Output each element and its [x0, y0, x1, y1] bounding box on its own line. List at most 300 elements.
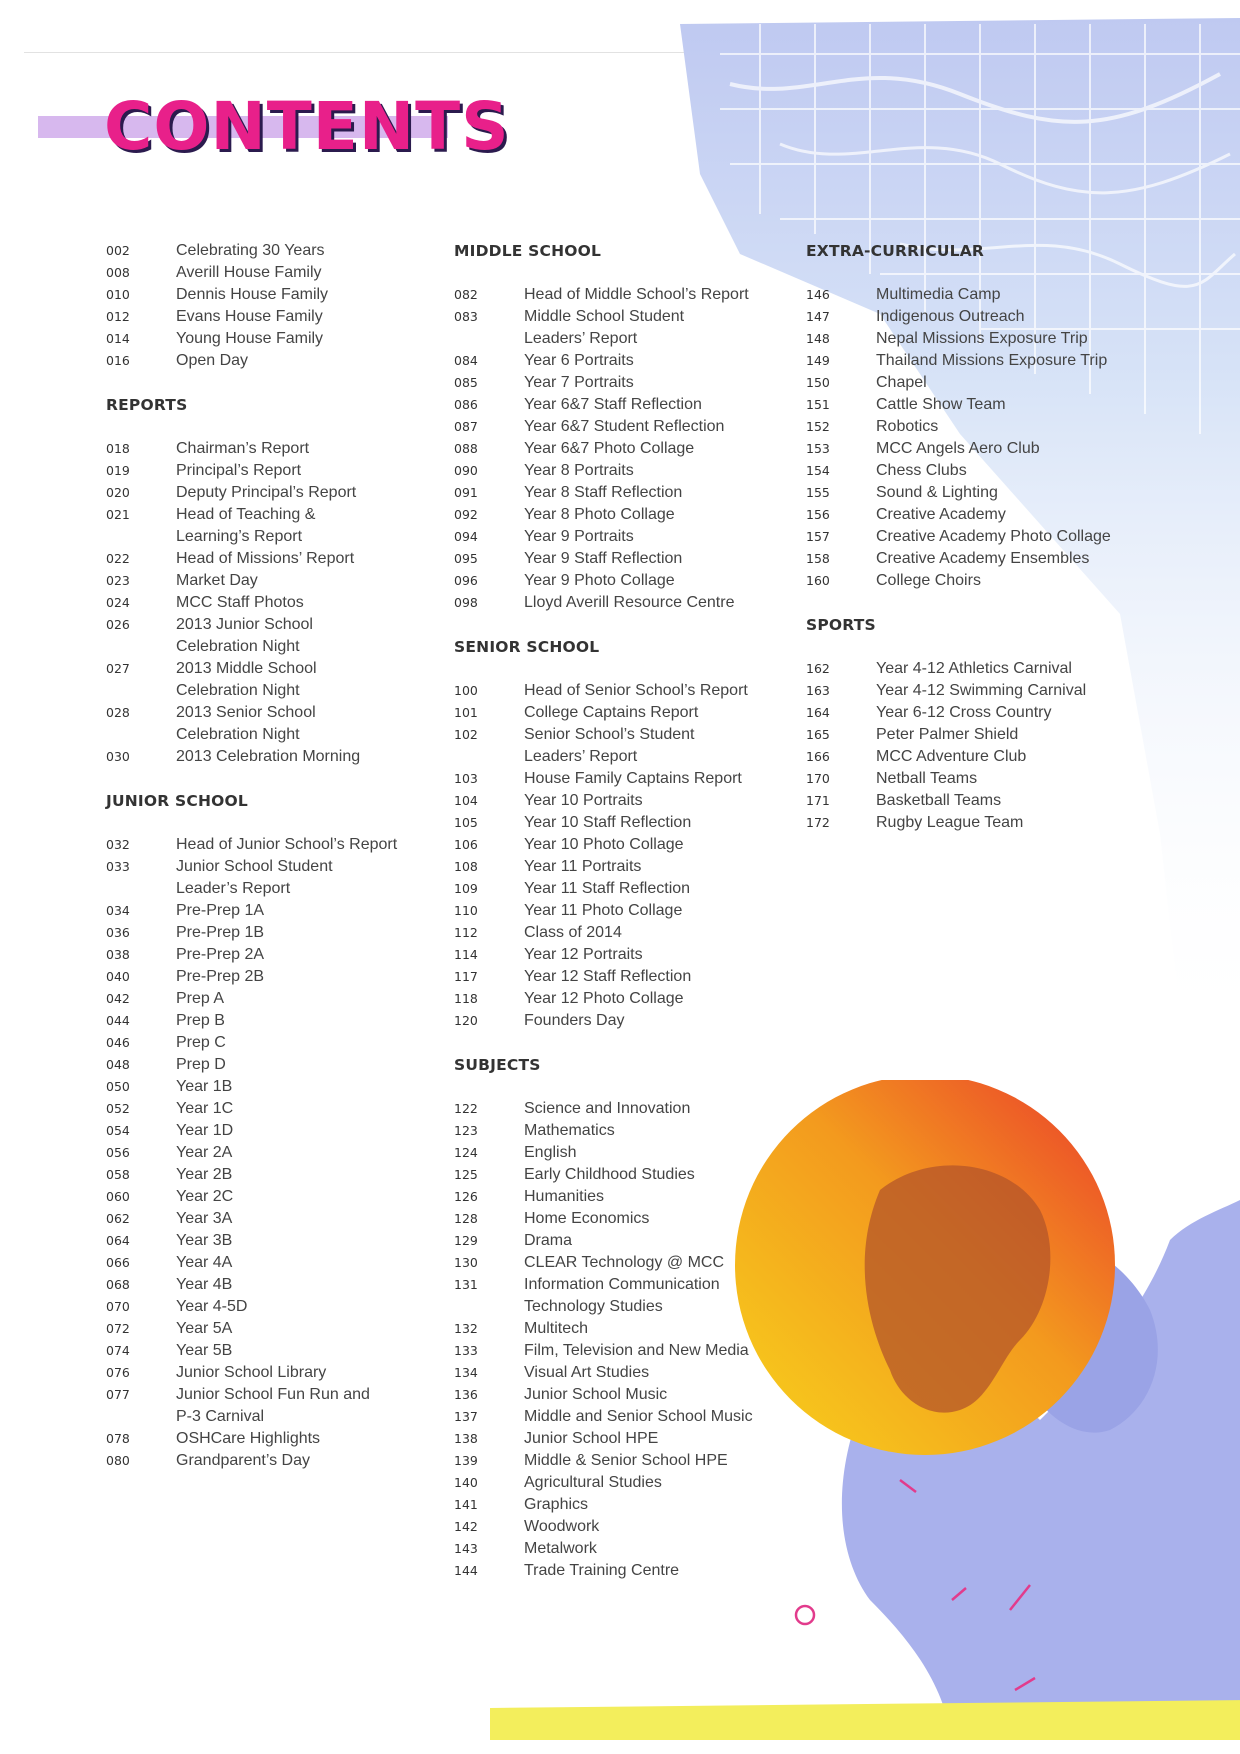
- toc-entry[interactable]: [106, 1208, 438, 1230]
- toc-entry[interactable]: [106, 1076, 438, 1098]
- toc-entry[interactable]: [454, 724, 786, 768]
- page-number: 033: [106, 859, 130, 874]
- page-number: 096: [454, 573, 478, 588]
- toc-entry[interactable]: [106, 328, 438, 350]
- page-number: 068: [106, 1277, 130, 1292]
- toc-entry[interactable]: [106, 1142, 438, 1164]
- title-line: Celebration Night: [176, 682, 300, 699]
- entry-title: Young House Family: [176, 330, 324, 347]
- toc-entry[interactable]: [454, 702, 786, 724]
- entry-title: [176, 504, 438, 548]
- entry-title: Visual Art Studies: [524, 1364, 650, 1381]
- entry-title: Head of Junior School’s Report: [176, 836, 398, 853]
- title-line: Middle School Student: [524, 308, 685, 325]
- toc-entry[interactable]: [106, 570, 438, 592]
- entry-title: Science and Innovation: [524, 1100, 691, 1117]
- toc-entry[interactable]: [106, 1274, 438, 1296]
- section-subjects: [454, 1054, 786, 1582]
- toc-entry[interactable]: [806, 284, 1138, 306]
- page-number: 152: [806, 419, 830, 434]
- page-number: 103: [454, 771, 478, 786]
- entry-title: [524, 1274, 786, 1318]
- page-number: 144: [454, 1563, 478, 1578]
- toc-entry[interactable]: [454, 416, 786, 438]
- entry-title: Chess Clubs: [876, 462, 967, 479]
- toc-entry[interactable]: [106, 1428, 438, 1450]
- entry-title: Year 2A: [176, 1144, 233, 1161]
- entry-title: Junior School HPE: [524, 1430, 659, 1447]
- entry-title: Year 4-12 Swimming Carnival: [876, 682, 1087, 699]
- page-number: 094: [454, 529, 478, 544]
- toc-entry[interactable]: [106, 350, 438, 372]
- page-number: 080: [106, 1453, 130, 1468]
- entry-title: Year 10 Portraits: [524, 792, 643, 809]
- toc-entry[interactable]: [806, 460, 1138, 482]
- toc-entry[interactable]: [106, 988, 438, 1010]
- page-number: 083: [454, 309, 478, 324]
- toc-entry[interactable]: [806, 548, 1138, 570]
- page-number: 122: [454, 1101, 478, 1116]
- toc-entry[interactable]: [106, 592, 438, 614]
- toc-entry[interactable]: [454, 680, 786, 702]
- entry-title: Indigenous Outreach: [876, 308, 1025, 325]
- page-number: 046: [106, 1035, 130, 1050]
- toc-entry[interactable]: [454, 1274, 786, 1318]
- page-number: 082: [454, 287, 478, 302]
- toc-entry[interactable]: [806, 724, 1138, 746]
- title-line: Learning’s Report: [176, 528, 303, 545]
- toc-entry[interactable]: [806, 526, 1138, 548]
- entry-title: Year 6 Portraits: [524, 352, 634, 369]
- toc-entry[interactable]: [106, 1362, 438, 1384]
- page-number: 172: [806, 815, 830, 830]
- toc-entry[interactable]: [454, 482, 786, 504]
- page-number: 072: [106, 1321, 130, 1336]
- toc-entry[interactable]: [454, 1010, 786, 1032]
- toc-entry[interactable]: [806, 790, 1138, 812]
- entry-title: Deputy Principal’s Report: [176, 484, 357, 501]
- page-number: 077: [106, 1387, 130, 1402]
- entry-title: [176, 856, 438, 900]
- toc-entry[interactable]: [454, 1208, 786, 1230]
- entry-title: Year 1D: [176, 1122, 234, 1139]
- toc-entry[interactable]: [454, 1340, 786, 1362]
- entry-title: Pre-Prep 2B: [176, 968, 265, 985]
- toc-entry[interactable]: [806, 570, 1138, 592]
- page-number: 016: [106, 353, 130, 368]
- page-number: 042: [106, 991, 130, 1006]
- page-number: 078: [106, 1431, 130, 1446]
- toc-entry[interactable]: [454, 856, 786, 878]
- entry-title: Basketball Teams: [876, 792, 1002, 809]
- entry-title: Graphics: [524, 1496, 589, 1513]
- toc-entry[interactable]: [454, 1472, 786, 1494]
- toc-entry[interactable]: [806, 702, 1138, 724]
- page-number: 020: [106, 485, 130, 500]
- toc-entry[interactable]: [454, 1538, 786, 1560]
- page-number: 060: [106, 1189, 130, 1204]
- toc-entry[interactable]: [106, 1296, 438, 1318]
- toc-entry[interactable]: [454, 438, 786, 460]
- toc-entry[interactable]: [106, 504, 438, 548]
- toc-entry[interactable]: [106, 658, 438, 702]
- page-number: 138: [454, 1431, 478, 1446]
- toc-entry[interactable]: [106, 856, 438, 900]
- page-number: 163: [806, 683, 830, 698]
- entry-title: Dennis House Family: [176, 286, 329, 303]
- toc-entry[interactable]: [806, 680, 1138, 702]
- toc-entry[interactable]: [454, 1230, 786, 1252]
- toc-entry[interactable]: [106, 1164, 438, 1186]
- entry-title: Humanities: [524, 1188, 605, 1205]
- entry-title: MCC Staff Photos: [176, 594, 304, 611]
- entry-title: Home Economics: [524, 1210, 650, 1227]
- toc-entry[interactable]: [106, 438, 438, 460]
- entry-title: Head of Middle School’s Report: [524, 286, 749, 303]
- toc-entry[interactable]: [454, 944, 786, 966]
- entry-title: Year 6-12 Cross Country: [876, 704, 1052, 721]
- entry-title: Year 5A: [176, 1320, 233, 1337]
- entry-title: MCC Adventure Club: [876, 748, 1027, 765]
- contents-column-1: [106, 240, 438, 1472]
- entry-title: Film, Television and New Media: [524, 1342, 749, 1359]
- entry-title: Nepal Missions Exposure Trip: [876, 330, 1088, 347]
- entry-title: Evans House Family: [176, 308, 323, 325]
- page-number: 023: [106, 573, 130, 588]
- page-number: 142: [454, 1519, 478, 1534]
- section-heading: REPORTS: [106, 396, 188, 414]
- page-number: 088: [454, 441, 478, 456]
- toc-entry[interactable]: [454, 790, 786, 812]
- toc-entry[interactable]: [106, 1032, 438, 1054]
- entry-title: House Family Captains Report: [524, 770, 742, 787]
- page-number: 012: [106, 309, 130, 324]
- toc-entry[interactable]: [454, 1516, 786, 1538]
- title-line: Head of Teaching &: [176, 506, 316, 523]
- entry-title: Year 2B: [176, 1166, 233, 1183]
- toc-entry[interactable]: [106, 1010, 438, 1032]
- page-number: 054: [106, 1123, 130, 1138]
- title-line: Leaders’ Report: [524, 330, 638, 347]
- page-number: 021: [106, 507, 130, 522]
- section-heading: SUBJECTS: [454, 1056, 541, 1074]
- page-number: 170: [806, 771, 830, 786]
- toc-entry[interactable]: [106, 966, 438, 988]
- entry-title: Year 5B: [176, 1342, 233, 1359]
- toc-entry[interactable]: [106, 1384, 438, 1428]
- entry-title: Grandparent’s Day: [176, 1452, 310, 1469]
- page-title: CONTENTS: [104, 88, 510, 165]
- toc-entry[interactable]: [454, 834, 786, 856]
- page-number: 026: [106, 617, 130, 632]
- toc-entry[interactable]: [806, 482, 1138, 504]
- toc-entry[interactable]: [106, 614, 438, 658]
- page-number: 141: [454, 1497, 478, 1512]
- page-number: 171: [806, 793, 830, 808]
- title-line: Technology Studies: [524, 1298, 663, 1315]
- entry-title: Head of Senior School’s Report: [524, 682, 748, 699]
- entry-title: Year 6&7 Staff Reflection: [524, 396, 702, 413]
- page-number: 125: [454, 1167, 478, 1182]
- contents-column-3: [806, 240, 1138, 834]
- toc-entry[interactable]: [454, 1120, 786, 1142]
- toc-entry[interactable]: [454, 570, 786, 592]
- toc-entry[interactable]: [454, 306, 786, 350]
- toc-entry[interactable]: [106, 1340, 438, 1362]
- page-number: 024: [106, 595, 130, 610]
- toc-entry[interactable]: [454, 1252, 786, 1274]
- entry-title: Year 11 Photo Collage: [524, 902, 683, 919]
- toc-entry[interactable]: [106, 548, 438, 570]
- toc-entry[interactable]: [806, 768, 1138, 790]
- toc-entry[interactable]: [106, 284, 438, 306]
- entry-title: Multimedia Camp: [876, 286, 1001, 303]
- entry-title: Year 9 Staff Reflection: [524, 550, 683, 567]
- toc-entry[interactable]: [106, 1318, 438, 1340]
- page-number: 090: [454, 463, 478, 478]
- toc-entry[interactable]: [454, 1362, 786, 1384]
- toc-entry[interactable]: [106, 1252, 438, 1274]
- entry-title: Year 4B: [176, 1276, 233, 1293]
- page-number: 038: [106, 947, 130, 962]
- toc-entry[interactable]: [106, 922, 438, 944]
- entry-title: Year 12 Staff Reflection: [524, 968, 692, 985]
- toc-entry[interactable]: [454, 1142, 786, 1164]
- entry-title: Year 4-12 Athletics Carnival: [876, 660, 1072, 677]
- entry-title: Prep A: [176, 990, 225, 1007]
- title-line: Senior School’s Student: [524, 726, 695, 743]
- toc-entry[interactable]: [106, 944, 438, 966]
- entry-title: 2013 Celebration Morning: [176, 748, 361, 765]
- entry-title: Year 7 Portraits: [524, 374, 634, 391]
- section-reports: [106, 394, 438, 768]
- entry-title: Head of Missions’ Report: [176, 550, 355, 567]
- toc-entry[interactable]: [806, 328, 1138, 350]
- entry-title: Rugby League Team: [876, 814, 1024, 831]
- page-number: 117: [454, 969, 478, 984]
- page-number: 066: [106, 1255, 130, 1270]
- entry-title: Agricultural Studies: [524, 1474, 662, 1491]
- toc-entry[interactable]: [106, 746, 438, 768]
- toc-entry[interactable]: [806, 350, 1138, 372]
- page-number: 153: [806, 441, 830, 456]
- page-number: 050: [106, 1079, 130, 1094]
- untitled-section: [106, 240, 438, 372]
- page-number: 146: [806, 287, 830, 302]
- toc-entry[interactable]: [106, 1186, 438, 1208]
- toc-entry[interactable]: [454, 900, 786, 922]
- section-heading: MIDDLE SCHOOL: [454, 242, 602, 260]
- toc-entry[interactable]: [106, 702, 438, 746]
- entry-title: OSHCare Highlights: [176, 1430, 321, 1447]
- entry-title: Junior School Music: [524, 1386, 668, 1403]
- entry-title: Netball Teams: [876, 770, 978, 787]
- page-number: 101: [454, 705, 478, 720]
- toc-entry[interactable]: [454, 966, 786, 988]
- page-number: 156: [806, 507, 830, 522]
- entry-title: Class of 2014: [524, 924, 622, 941]
- toc-entry[interactable]: [454, 1406, 786, 1428]
- toc-entry[interactable]: [454, 812, 786, 834]
- page-number: 126: [454, 1189, 478, 1204]
- toc-entry[interactable]: [454, 922, 786, 944]
- toc-entry[interactable]: [454, 1318, 786, 1340]
- entry-title: Year 9 Portraits: [524, 528, 634, 545]
- toc-entry[interactable]: [106, 306, 438, 328]
- entry-title: Year 3B: [176, 1232, 233, 1249]
- entry-title: Cattle Show Team: [876, 396, 1006, 413]
- toc-entry[interactable]: [806, 394, 1138, 416]
- entry-title: Pre-Prep 1A: [176, 902, 265, 919]
- entry-title: Year 6&7 Photo Collage: [524, 440, 695, 457]
- page-number: 160: [806, 573, 830, 588]
- page-number: 124: [454, 1145, 478, 1160]
- page-number: 129: [454, 1233, 478, 1248]
- toc-entry[interactable]: [106, 460, 438, 482]
- entry-title: Metalwork: [524, 1540, 597, 1557]
- section-heading: SENIOR SCHOOL: [454, 638, 600, 656]
- page-number: 092: [454, 507, 478, 522]
- title-line: 2013 Middle School: [176, 660, 317, 677]
- page-number: 106: [454, 837, 478, 852]
- page-number: 143: [454, 1541, 478, 1556]
- toc-entry[interactable]: [806, 416, 1138, 438]
- toc-entry[interactable]: [454, 988, 786, 1010]
- toc-entry[interactable]: [806, 658, 1138, 680]
- title-line: Leaders’ Report: [524, 748, 638, 765]
- toc-entry[interactable]: [454, 1164, 786, 1186]
- page-number: 128: [454, 1211, 478, 1226]
- section-heading: SPORTS: [806, 616, 876, 634]
- entry-title: [176, 614, 438, 658]
- toc-entry[interactable]: [106, 1120, 438, 1142]
- toc-entry[interactable]: [806, 746, 1138, 768]
- page-number: 062: [106, 1211, 130, 1226]
- toc-entry[interactable]: [454, 1186, 786, 1208]
- toc-entry[interactable]: [106, 834, 438, 856]
- entry-title: Junior School Library: [176, 1364, 327, 1381]
- toc-entry[interactable]: [454, 284, 786, 306]
- toc-entry[interactable]: [806, 812, 1138, 834]
- toc-entry[interactable]: [454, 1450, 786, 1472]
- page-number: 036: [106, 925, 130, 940]
- page-number: 131: [454, 1277, 478, 1292]
- entry-title: Principal’s Report: [176, 462, 302, 479]
- toc-entry[interactable]: [106, 1230, 438, 1252]
- toc-entry[interactable]: [106, 1098, 438, 1120]
- toc-entry[interactable]: [454, 526, 786, 548]
- toc-entry[interactable]: [106, 1450, 438, 1472]
- page-number: 014: [106, 331, 130, 346]
- section-extra-curricular: [806, 240, 1138, 592]
- page-number: 112: [454, 925, 478, 940]
- entry-title: Early Childhood Studies: [524, 1166, 695, 1183]
- contents-column-2: [454, 240, 786, 1582]
- toc-entry[interactable]: [106, 240, 438, 262]
- entry-title: Market Day: [176, 572, 258, 589]
- entry-title: Year 11 Portraits: [524, 858, 642, 875]
- title-line: Junior School Fun Run and: [176, 1386, 370, 1403]
- entry-title: Creative Academy: [876, 506, 1006, 523]
- entry-title: MCC Angels Aero Club: [876, 440, 1040, 457]
- toc-entry[interactable]: [454, 768, 786, 790]
- page-number: 064: [106, 1233, 130, 1248]
- page-number: 151: [806, 397, 830, 412]
- page-number: 118: [454, 991, 478, 1006]
- toc-entry[interactable]: [106, 900, 438, 922]
- page-number: 147: [806, 309, 830, 324]
- toc-entry[interactable]: [454, 460, 786, 482]
- toc-entry[interactable]: [106, 262, 438, 284]
- entry-title: [524, 306, 786, 350]
- page-number: 002: [106, 243, 130, 258]
- toc-entry[interactable]: [454, 1494, 786, 1516]
- page-number: 091: [454, 485, 478, 500]
- toc-entry[interactable]: [806, 504, 1138, 526]
- page-number: 132: [454, 1321, 478, 1336]
- toc-entry[interactable]: [454, 350, 786, 372]
- entry-title: [524, 724, 786, 768]
- toc-entry[interactable]: [454, 1384, 786, 1406]
- entry-title: Year 1B: [176, 1078, 233, 1095]
- toc-entry[interactable]: [454, 1428, 786, 1450]
- entry-title: Middle and Senior School Music: [524, 1408, 753, 1425]
- toc-entry[interactable]: [454, 1560, 786, 1582]
- toc-entry[interactable]: [106, 482, 438, 504]
- toc-entry[interactable]: [454, 878, 786, 900]
- title-line: Celebration Night: [176, 638, 300, 655]
- entry-title: Thailand Missions Exposure Trip: [876, 352, 1108, 369]
- toc-entry[interactable]: [454, 394, 786, 416]
- entry-title: Creative Academy Photo Collage: [876, 528, 1111, 545]
- page-number: 040: [106, 969, 130, 984]
- toc-entry[interactable]: [106, 1054, 438, 1076]
- entry-title: Prep D: [176, 1056, 226, 1073]
- page-number: 164: [806, 705, 830, 720]
- page-number: 123: [454, 1123, 478, 1138]
- title-line: 2013 Junior School: [176, 616, 313, 633]
- page-number: 019: [106, 463, 130, 478]
- toc-entry[interactable]: [454, 1098, 786, 1120]
- toc-entry[interactable]: [454, 592, 786, 614]
- toc-entry[interactable]: [806, 438, 1138, 460]
- entry-title: Chairman’s Report: [176, 440, 310, 457]
- entry-title: Prep B: [176, 1012, 225, 1029]
- page-number: 010: [106, 287, 130, 302]
- title-line: Celebration Night: [176, 726, 300, 743]
- toc-entry[interactable]: [806, 306, 1138, 328]
- page-number: 076: [106, 1365, 130, 1380]
- page-number: 034: [106, 903, 130, 918]
- toc-entry[interactable]: [806, 372, 1138, 394]
- section-junior-school: [106, 790, 438, 1472]
- entry-title: Year 11 Staff Reflection: [524, 880, 691, 897]
- toc-entry[interactable]: [454, 372, 786, 394]
- entry-title: Year 8 Portraits: [524, 462, 634, 479]
- page-number: 162: [806, 661, 830, 676]
- page-number: 108: [454, 859, 478, 874]
- page-number: 027: [106, 661, 130, 676]
- entry-title: [176, 658, 438, 702]
- title-line: P-3 Carnival: [176, 1408, 265, 1425]
- title-line: Junior School Student: [176, 858, 333, 875]
- entry-title: Year 9 Photo Collage: [524, 572, 675, 589]
- toc-entry[interactable]: [454, 548, 786, 570]
- toc-entry[interactable]: [454, 504, 786, 526]
- page-number: 008: [106, 265, 130, 280]
- entry-title: Founders Day: [524, 1012, 625, 1029]
- page-number: 028: [106, 705, 130, 720]
